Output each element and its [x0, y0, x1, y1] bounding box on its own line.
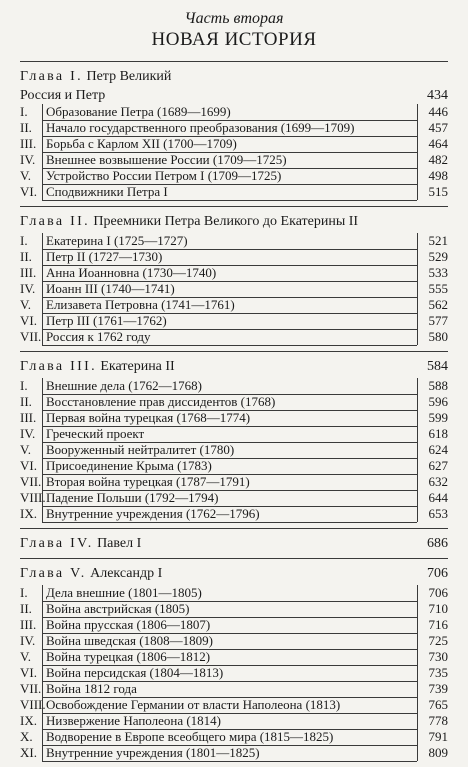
entry-page: 624: [417, 442, 448, 458]
chapter-heading[interactable]: [20, 565, 448, 582]
entry-number: IV.: [20, 633, 36, 648]
entry-number: III.: [20, 265, 37, 280]
toc-entry[interactable]: [20, 104, 448, 120]
entry-page: 618: [417, 426, 448, 442]
chapter-page: 686: [427, 536, 448, 551]
entry-title: Екатерина I (1725—1727): [42, 233, 417, 250]
entry-page: 521: [417, 233, 448, 249]
entry-title: Образование Петра (1689—1699): [42, 104, 417, 121]
entry-page: 498: [417, 168, 448, 184]
entry-page: 730: [417, 649, 448, 665]
entry-number: IV.: [20, 281, 36, 296]
entry-title: Вторая война турецкая (1787—1791): [42, 474, 417, 491]
toc-entry[interactable]: [20, 410, 448, 426]
toc-entry[interactable]: [20, 281, 448, 297]
entry-title: Иоанн III (1740—1741): [42, 281, 417, 298]
entry-page: 632: [417, 474, 448, 490]
chapter-heading[interactable]: [20, 358, 448, 375]
entry-page: 778: [417, 713, 448, 729]
entry-number: I.: [20, 585, 28, 600]
entry-title: Елизавета Петровна (1741—1761): [42, 297, 417, 314]
chapter-title: Александр I: [90, 566, 163, 581]
entry-page: 644: [417, 490, 448, 506]
toc-entry[interactable]: [20, 697, 448, 713]
entry-title: Падение Польши (1792—1794): [42, 490, 417, 507]
entry-list: [20, 585, 448, 761]
entry-list: [20, 378, 448, 522]
toc-entry[interactable]: [20, 329, 448, 345]
entry-number: VI.: [20, 458, 37, 473]
chapter-title: Преемники Петра Великого до Екатерины II: [93, 214, 359, 229]
entry-title: Водворение в Европе всеобщего мира (1815—1825): [42, 729, 417, 746]
chapter-number: Глава IV.: [20, 536, 94, 551]
entry-number: V.: [20, 442, 31, 457]
chapter-section: [20, 351, 448, 522]
toc-entry[interactable]: [20, 233, 448, 249]
chapter-number: Глава V.: [20, 566, 87, 581]
toc-entry[interactable]: [20, 617, 448, 633]
toc-entry[interactable]: [20, 729, 448, 745]
main-title: НОВАЯ ИСТОРИЯ: [151, 29, 317, 50]
entry-number: III.: [20, 410, 37, 425]
entry-title: Присоединение Крыма (1783): [42, 458, 417, 475]
entry-number: IX.: [20, 713, 37, 728]
toc-entry[interactable]: [20, 633, 448, 649]
entry-page: 482: [417, 152, 448, 168]
entry-number: II.: [20, 249, 32, 264]
subheading[interactable]: [20, 88, 448, 104]
toc-entry[interactable]: [20, 442, 448, 458]
entry-title: Борьба с Карлом XII (1700—1709): [42, 136, 417, 153]
subheading-title: Россия и Петр: [20, 88, 106, 103]
entry-list: [20, 104, 448, 200]
entry-page: 599: [417, 410, 448, 426]
entry-page: 555: [417, 281, 448, 297]
entry-page: 446: [417, 104, 448, 120]
entry-number: I.: [20, 233, 28, 248]
entry-number: VIII.: [20, 697, 46, 712]
entry-page: 809: [417, 745, 448, 761]
entry-title: Освобождение Германии от власти Наполеона (1813): [42, 697, 417, 714]
chapter-heading[interactable]: [20, 213, 448, 230]
entry-title: Война шведская (1808—1809): [42, 633, 417, 650]
entry-title: Внутренние учреждения (1762—1796): [42, 506, 417, 523]
toc-entry[interactable]: [20, 713, 448, 729]
entry-number: IX.: [20, 506, 37, 521]
toc-entry[interactable]: [20, 168, 448, 184]
subheading-page: 434: [427, 88, 448, 103]
entry-page: 739: [417, 681, 448, 697]
chapter-heading[interactable]: [20, 535, 448, 552]
entry-number: II.: [20, 394, 32, 409]
chapter-number: Глава I.: [20, 69, 83, 84]
entry-title: Восстановление прав диссидентов (1768): [42, 394, 417, 411]
entry-title: Внешние дела (1762—1768): [42, 378, 417, 395]
entry-page: 765: [417, 697, 448, 713]
entry-number: V.: [20, 649, 31, 664]
entry-number: VI.: [20, 184, 37, 199]
entry-page: 464: [417, 136, 448, 152]
toc-entry[interactable]: [20, 297, 448, 313]
entry-page: 596: [417, 394, 448, 410]
entry-number: V.: [20, 168, 31, 183]
entry-page: 716: [417, 617, 448, 633]
entry-page: 588: [417, 378, 448, 394]
entry-number: IV.: [20, 426, 36, 441]
toc-entry[interactable]: [20, 490, 448, 506]
entry-number: VI.: [20, 313, 37, 328]
chapter-section: [20, 558, 448, 761]
entry-title: Внешнее возвышение России (1709—1725): [42, 152, 417, 169]
chapter-number: Глава III.: [20, 359, 97, 374]
entry-page: 533: [417, 265, 448, 281]
toc-entry[interactable]: [20, 265, 448, 281]
entry-page: 580: [417, 329, 448, 345]
chapter-section: [20, 206, 448, 345]
entry-title: Вооруженный нейтралитет (1780): [42, 442, 417, 459]
toc-entry[interactable]: [20, 184, 448, 200]
toc-entry[interactable]: [20, 120, 448, 136]
chapter-section: [20, 528, 448, 552]
toc-entry[interactable]: [20, 681, 448, 697]
toc-page: [20, 8, 448, 767]
chapter-page: 706: [427, 566, 448, 581]
entry-title: Анна Иоанновна (1730—1740): [42, 265, 417, 282]
entry-number: V.: [20, 297, 31, 312]
entry-title: Война турецкая (1806—1812): [42, 649, 417, 666]
entry-title: Внутренние учреждения (1801—1825): [42, 745, 417, 762]
entry-number: III.: [20, 136, 37, 151]
toc-entry[interactable]: [20, 426, 448, 442]
entry-title: Война австрийская (1805): [42, 601, 417, 618]
toc-entry[interactable]: [20, 506, 448, 522]
entry-number: IV.: [20, 152, 36, 167]
entry-number: VIII.: [20, 490, 46, 505]
entry-number: I.: [20, 378, 28, 393]
entry-number: II.: [20, 120, 32, 135]
entry-page: 627: [417, 458, 448, 474]
entry-page: 710: [417, 601, 448, 617]
chapter-number: Глава II.: [20, 214, 90, 229]
chapter-title: Петр Великий: [86, 69, 172, 84]
chapter-heading[interactable]: [20, 68, 448, 85]
part-title: Часть вторая: [184, 10, 284, 27]
entry-page: 562: [417, 297, 448, 313]
entry-title: Сподвижники Петра I: [42, 184, 417, 201]
entry-number: VI.: [20, 665, 37, 680]
entry-page: 791: [417, 729, 448, 745]
entry-title: Война прусская (1806—1807): [42, 617, 417, 634]
entry-title: Греческий проект: [42, 426, 417, 443]
toc-entry[interactable]: [20, 249, 448, 265]
toc-entry[interactable]: [20, 136, 448, 152]
entry-page: 577: [417, 313, 448, 329]
chapter-section: [20, 61, 448, 200]
toc-entry[interactable]: [20, 152, 448, 168]
entry-page: 706: [417, 585, 448, 601]
chapter-title: Павел I: [97, 536, 142, 551]
entry-title: Начало государственного преобразования (1699—1709): [42, 120, 417, 137]
toc-entry[interactable]: [20, 378, 448, 394]
toc-entry[interactable]: [20, 601, 448, 617]
entry-number: VII.: [20, 329, 42, 344]
chapter-page: 584: [427, 359, 448, 374]
toc-entry[interactable]: [20, 665, 448, 681]
toc-entry[interactable]: [20, 394, 448, 410]
toc-entry[interactable]: [20, 745, 448, 761]
entry-title: Россия к 1762 году: [42, 329, 417, 346]
entry-title: Война персидская (1804—1813): [42, 665, 417, 682]
entry-page: 529: [417, 249, 448, 265]
table-of-contents: [20, 61, 448, 761]
entry-title: Первая война турецкая (1768—1774): [42, 410, 417, 427]
entry-number: III.: [20, 617, 37, 632]
toc-entry[interactable]: [20, 585, 448, 601]
entry-page: 515: [417, 184, 448, 200]
entry-title: Война 1812 года: [42, 681, 417, 698]
chapter-title: Екатерина II: [100, 359, 175, 374]
entry-page: 457: [417, 120, 448, 136]
toc-entry[interactable]: [20, 313, 448, 329]
entry-number: II.: [20, 601, 32, 616]
entry-number: X.: [20, 729, 33, 744]
entry-title: Низвержение Наполеона (1814): [42, 713, 417, 730]
entry-title: Петр II (1727—1730): [42, 249, 417, 266]
entry-title: Устройство России Петром I (1709—1725): [42, 168, 417, 185]
entry-page: 735: [417, 665, 448, 681]
entry-number: VII.: [20, 474, 42, 489]
entry-number: I.: [20, 104, 28, 119]
entry-title: Петр III (1761—1762): [42, 313, 417, 330]
toc-entry[interactable]: [20, 458, 448, 474]
toc-entry[interactable]: [20, 474, 448, 490]
toc-entry[interactable]: [20, 649, 448, 665]
entry-page: 725: [417, 633, 448, 649]
entry-title: Дела внешние (1801—1805): [42, 585, 417, 602]
entry-number: VII.: [20, 681, 42, 696]
entry-list: [20, 233, 448, 345]
entry-number: XI.: [20, 745, 37, 760]
entry-page: 653: [417, 506, 448, 522]
